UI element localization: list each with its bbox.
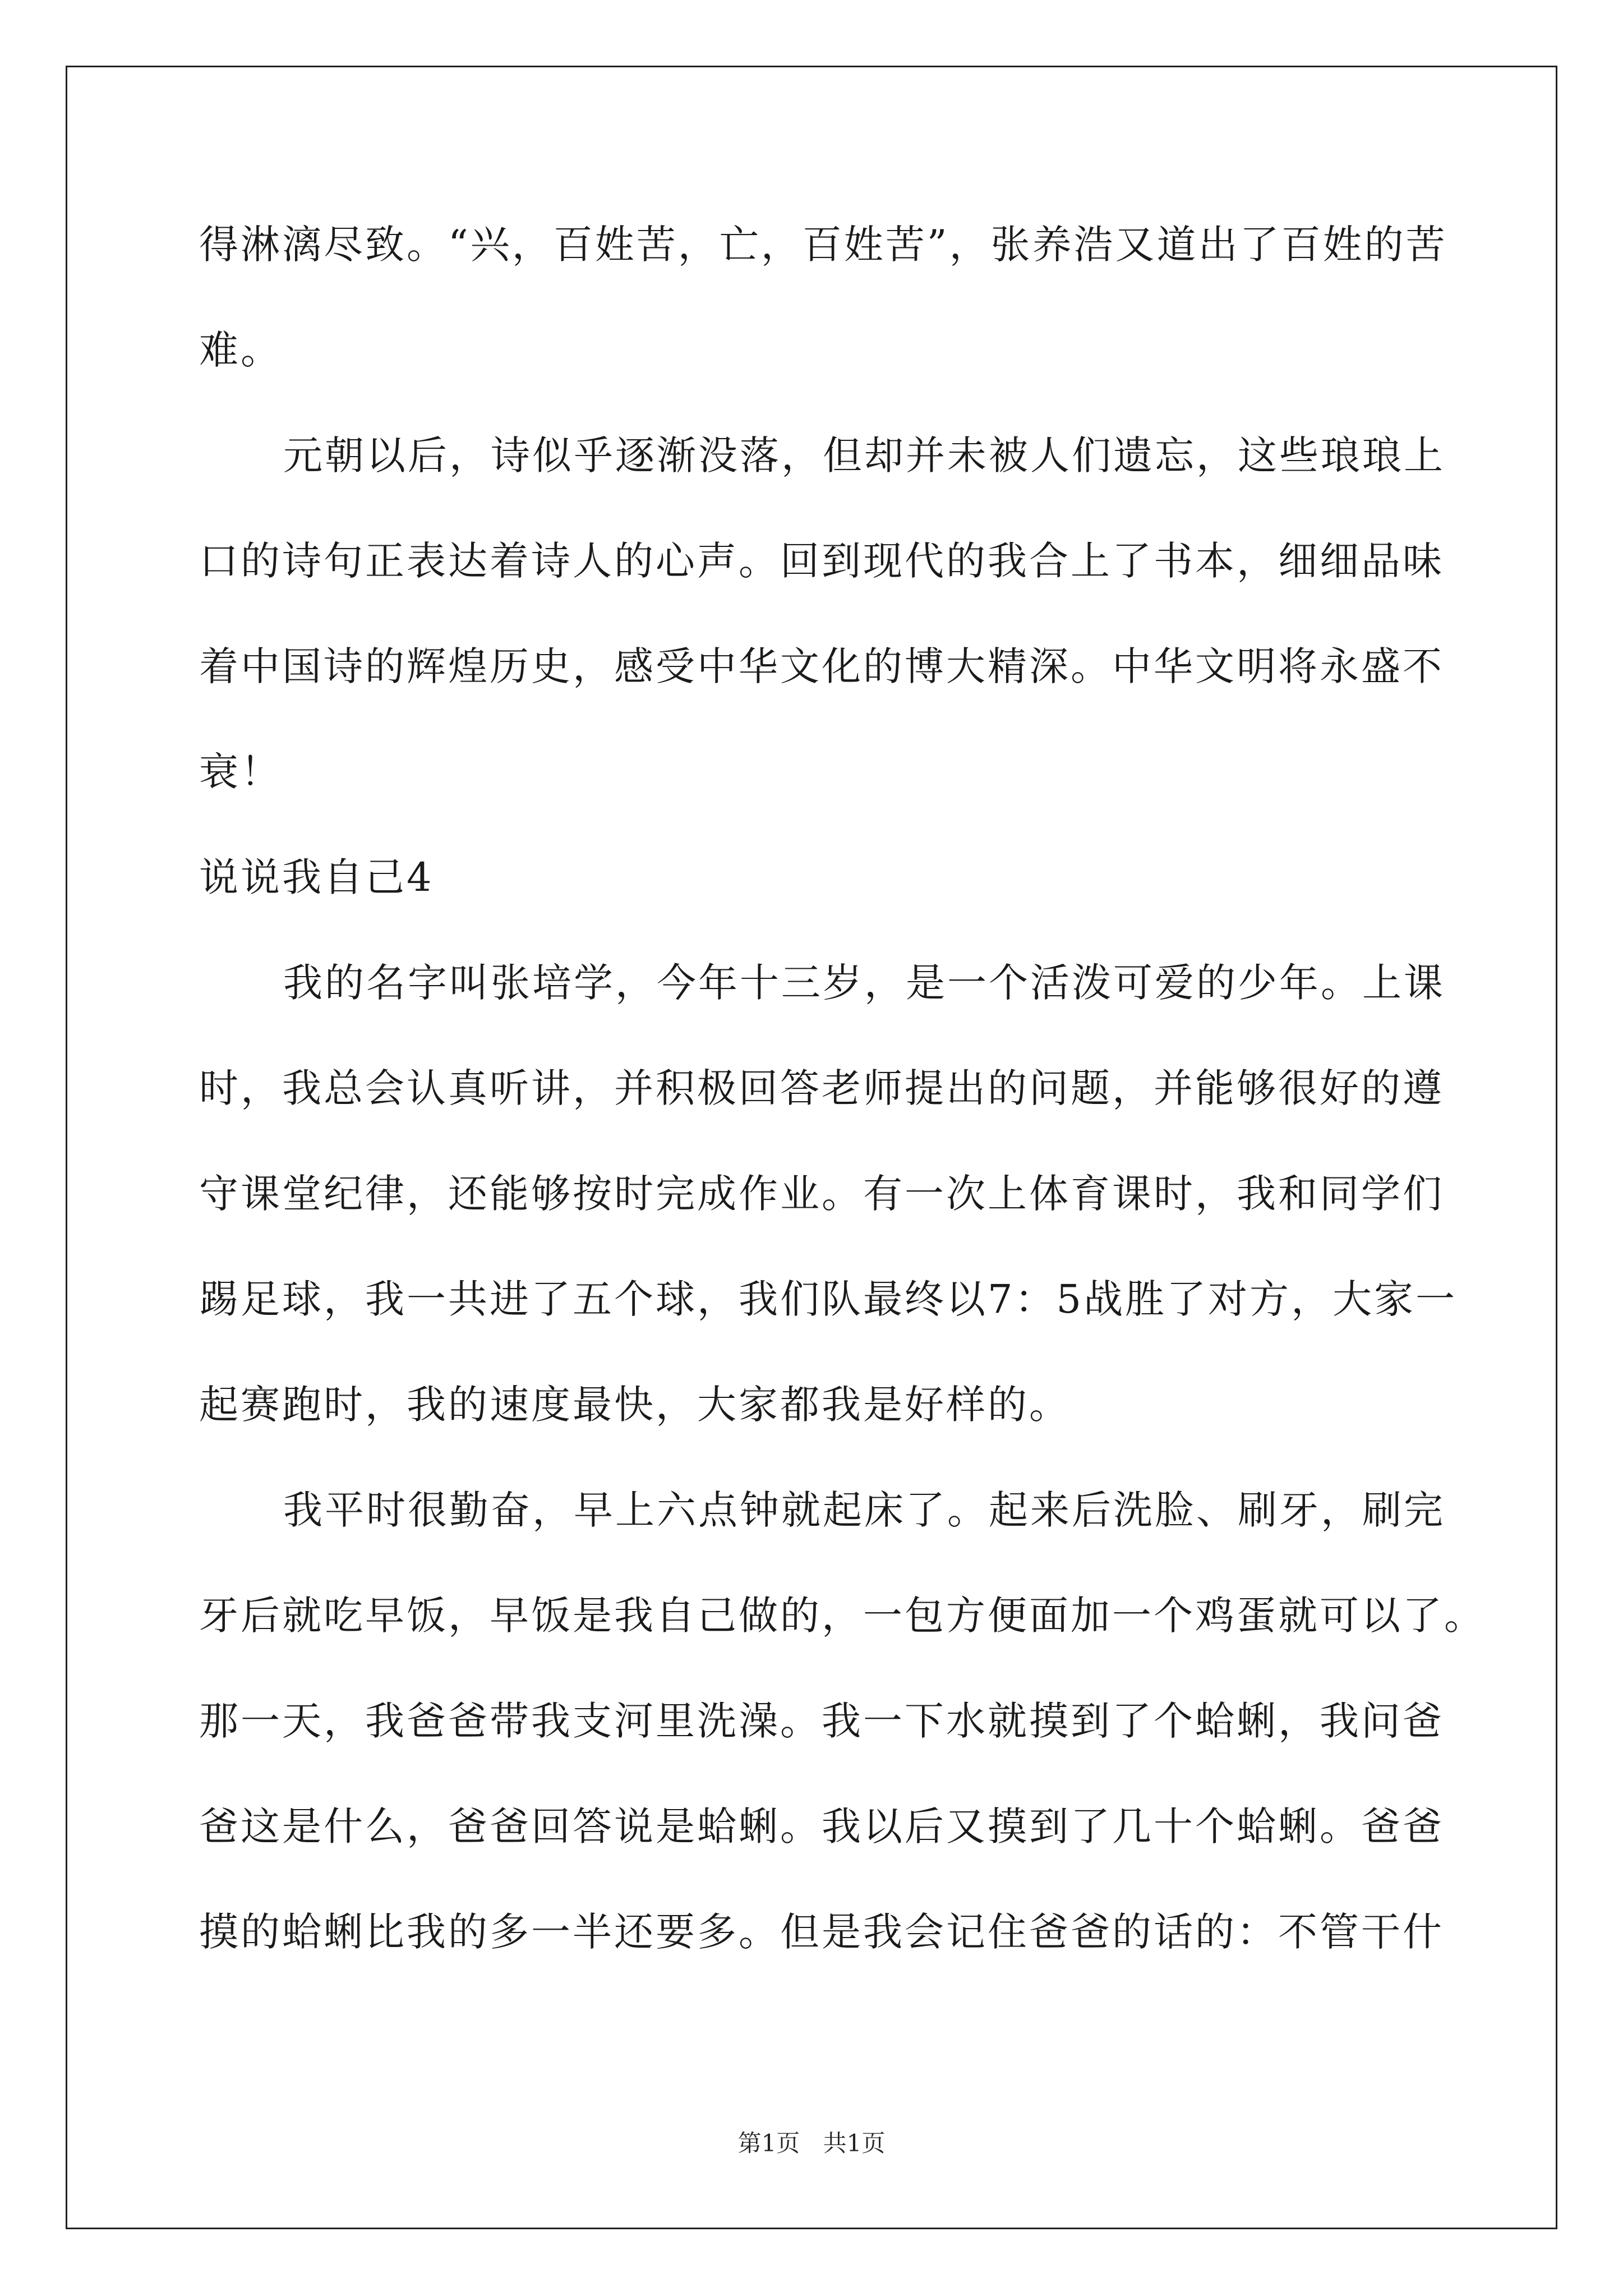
text-line: 守课堂纪律，还能够按时完成作业。有一次上体育课时，我和同学们 xyxy=(199,1171,1444,1217)
text-line: 起赛跑时，我的速度最快，大家都我是好样的。 xyxy=(199,1382,1071,1428)
paragraph-start-line: 我的名字叫张培学，今年十三岁，是一个活泼可爱的少年。上课 xyxy=(283,960,1445,1006)
page-number-total: 共1页 xyxy=(823,2129,886,2157)
text-line: 口的诗句正表达着诗人的心声。回到现代的我合上了书本，细细品味 xyxy=(199,538,1444,584)
paragraph-start-line: 元朝以后，诗似乎逐渐没落，但却并未被人们遗忘，这些琅琅上 xyxy=(283,432,1445,478)
paragraph-start-line: 我平时很勤奋，早上六点钟就起床了。起来后洗脸、刷牙，刷完 xyxy=(283,1487,1445,1533)
text-line: 得淋漓尽致。“兴，百姓苦，亡，百姓苦”，张养浩又道出了百姓的苦 xyxy=(199,222,1447,268)
page-number-current: 第1页 xyxy=(737,2129,800,2157)
page-footer xyxy=(0,2128,1623,2159)
text-line: 时，我总会认真听讲，并积极回答老师提出的问题，并能够很好的遵 xyxy=(199,1065,1444,1111)
section-heading: 说说我自己4 xyxy=(199,854,434,900)
text-line: 牙后就吃早饭，早饭是我自己做的，一包方便面加一个鸡蛋就可以了。 xyxy=(199,1593,1486,1639)
document-body xyxy=(199,192,1486,1985)
text-line: 那一天，我爸爸带我支河里洗澡。我一下水就摸到了个蛤蜊，我问爸 xyxy=(199,1698,1444,1744)
text-line: 摸的蛤蜊比我的多一半还要多。但是我会记住爸爸的话的：不管干什 xyxy=(199,1909,1444,1955)
text-line: 着中国诗的辉煌历史，感受中华文化的博大精深。中华文明将永盛不 xyxy=(199,643,1444,689)
text-line: 爸这是什么，爸爸回答说是蛤蜊。我以后又摸到了几十个蛤蜊。爸爸 xyxy=(199,1803,1444,1849)
text-line: 难。 xyxy=(199,327,282,373)
text-line: 衰！ xyxy=(199,749,282,795)
text-line: 踢足球，我一共进了五个球，我们队最终以7：5战胜了对方，大家一 xyxy=(199,1276,1458,1322)
